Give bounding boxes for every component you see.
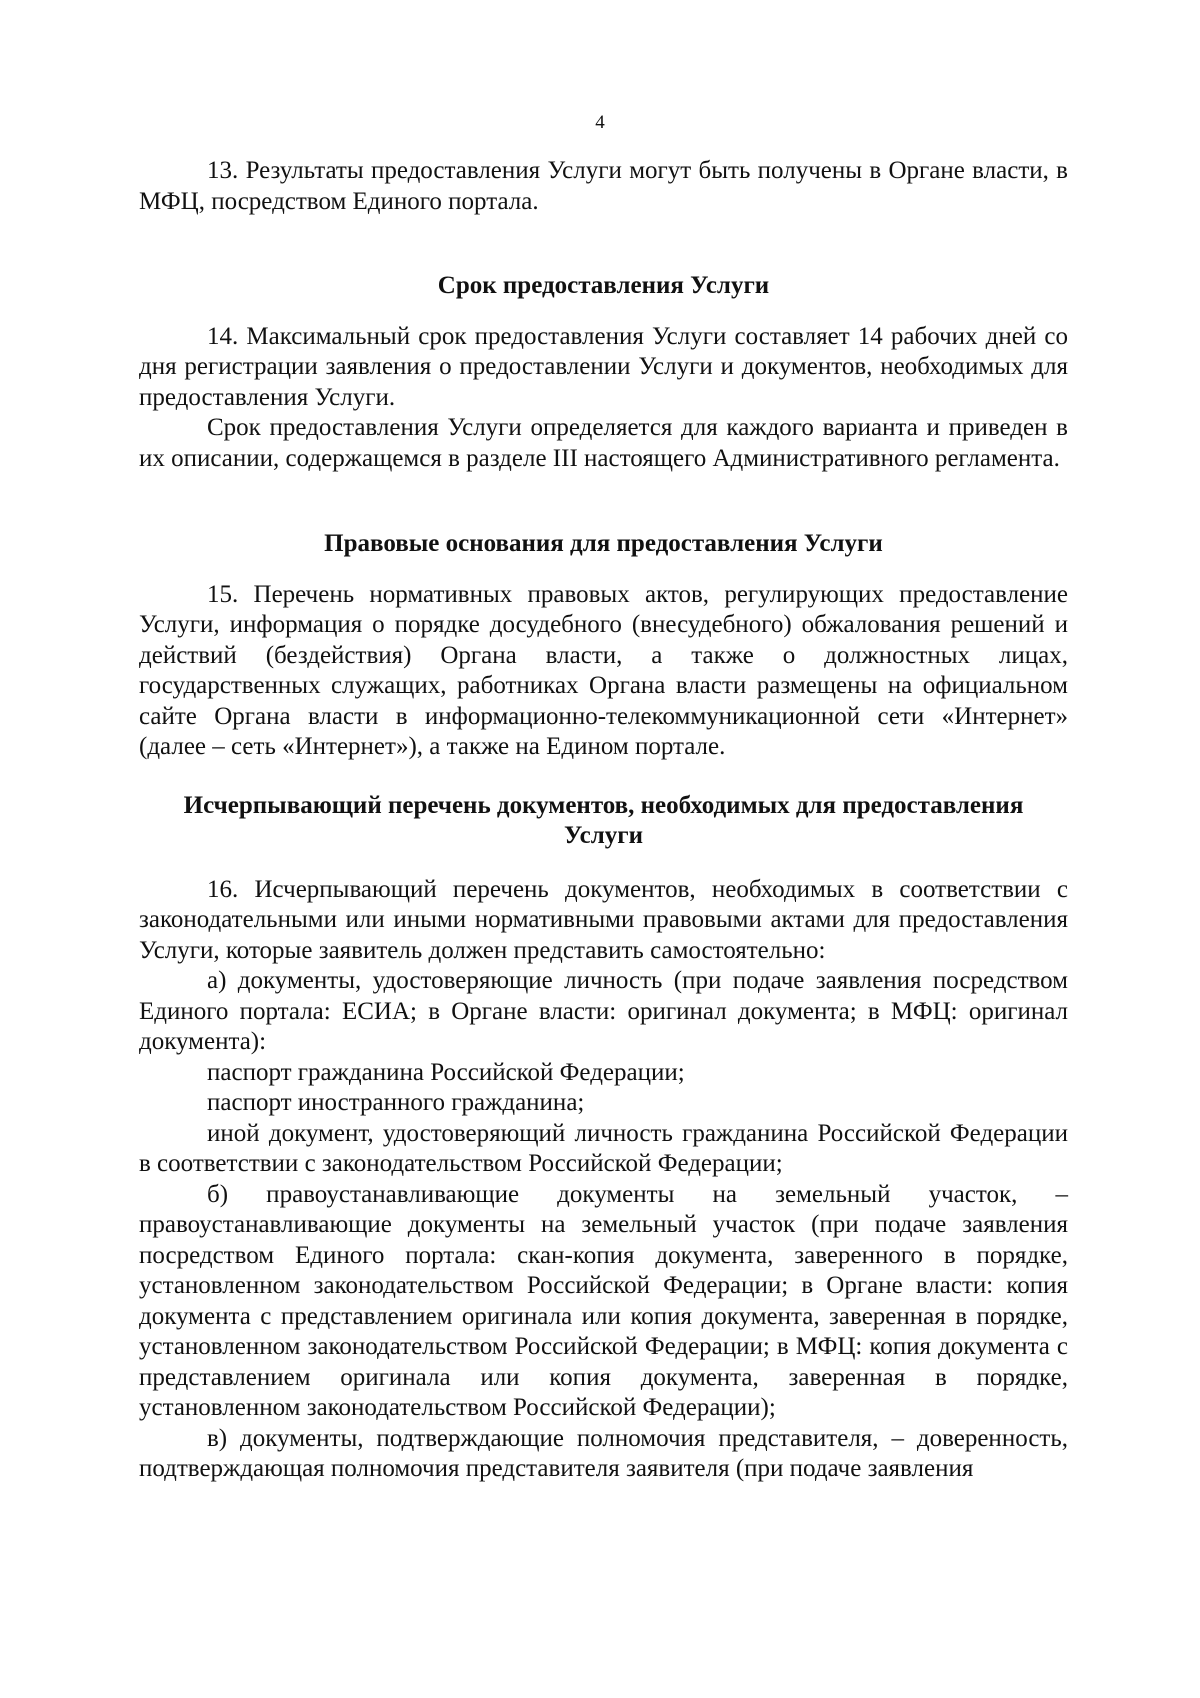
heading-service-term: Срок предоставления Услуги — [437, 272, 770, 299]
paragraph-14: 14. Максимальный срок предоставления Услуги составляет 14 рабочих дней со дня регистрации заявления о предоставлении Услуги и документов, необходимых для предоставления Услуги. — [139, 322, 1068, 411]
paragraph-16-a: а) документы, удостоверяющие личность (при подаче заявления посредством Единого портала: ЕСИА; в Органе власти: оригинал документа; в МФЦ: оригинал документа): — [139, 967, 1068, 1055]
document-body — [139, 156, 1068, 1485]
list-item-passport-foreign: паспорт иностранного гражданина; — [207, 1089, 585, 1116]
paragraph-13: 13. Результаты предоставления Услуги могут быть получены в Органе власти, в МФЦ, посредством Единого портала. — [139, 157, 1068, 215]
page-number: 4 — [595, 112, 605, 133]
list-item-passport-rf: паспорт гражданина Российской Федерации; — [207, 1058, 685, 1086]
list-item-other-id: иной документ, удостоверяющий личность гражданина Российской Федерации в соответствии с законодательством Российской Федерации; — [139, 1119, 1068, 1177]
paragraph-14-term-variants: Срок предоставления Услуги определяется для каждого варианта и приведен в их описании, содержащемся в разделе III настоящего Административного регламента. — [139, 414, 1068, 472]
paragraph-15: 15. Перечень нормативных правовых актов, регулирующих предоставление Услуги, информация о порядке досудебного (внесудебного) обжалования решений и действий (бездействия) Органа власти, а также о должностных лицах, государственных служащих, работниках Органа власти размещены на официальном сайте Органа власти в информационно-телекоммуникационной сети «Интернет» (далее – сеть «Интернет»), а также на Едином портале. — [139, 580, 1068, 760]
heading-legal-grounds: Правовые основания для предоставления Услуги — [324, 530, 883, 557]
paragraph-16: 16. Исчерпывающий перечень документов, необходимых в соответствии с законодательными или иными нормативными правовыми актами для предоставления Услуги, которые заявитель должен представить самостоятельно: — [139, 875, 1068, 964]
heading-documents-list: Исчерпывающий перечень документов, необходимых для предоставления Услуги — [183, 791, 1024, 849]
paragraph-16-b: б) правоустанавливающие документы на земельный участок, – правоустанавливающие документы на земельный участок (при подаче заявления посредством Единого портала: скан-копия документа, заверенного в порядке, установленном законодательством Российской Федерации; в Органе власти: копия документа с представлением оригинала или копия документа, заверенная в порядке, установленном законодательством Российской Федерации; в МФЦ: копия документа с представлением оригинала или копия документа, заверенная в порядке, установленном законодательством Российской Федерации); — [139, 1180, 1068, 1421]
paragraph-16-v: в) документы, подтверждающие полномочия представителя, – доверенность, подтверждающая полномочия представителя заявителя (при подаче заявления — [139, 1424, 1068, 1482]
